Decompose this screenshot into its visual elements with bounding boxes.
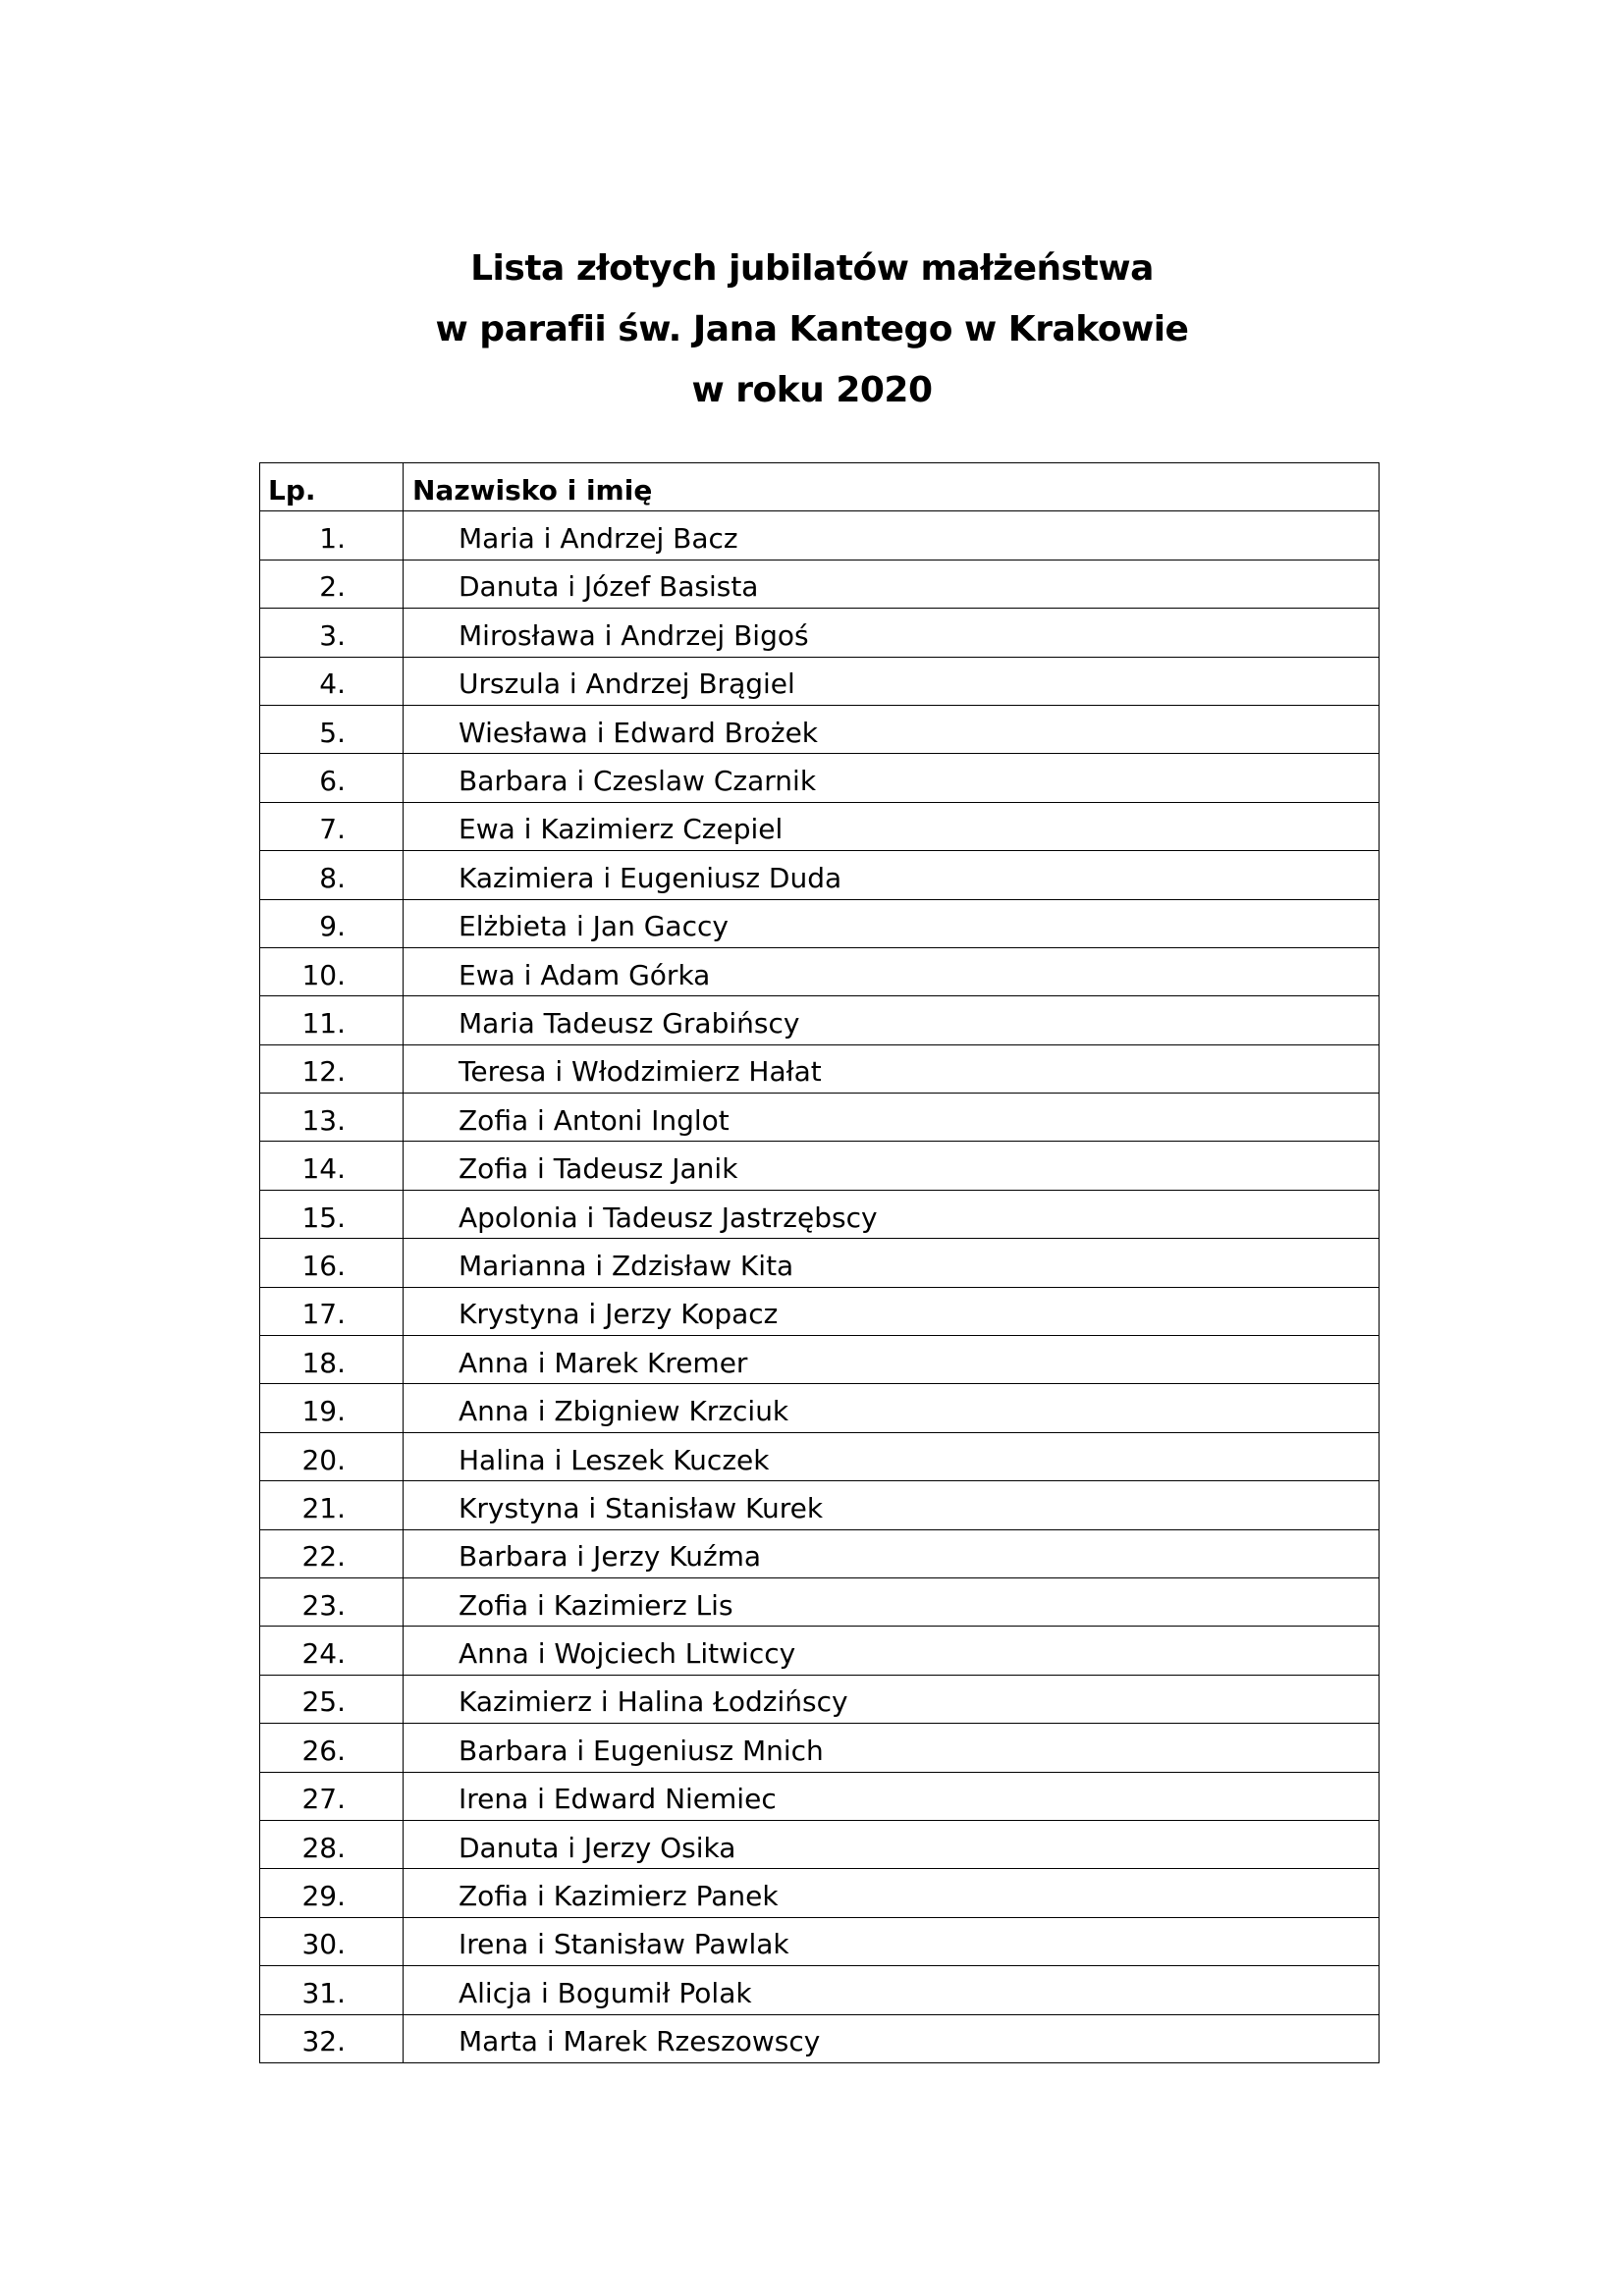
row-couple-name: Urszula i Andrzej Brągiel — [404, 657, 1380, 705]
table-row — [260, 1432, 1380, 1480]
document-title — [0, 239, 1624, 421]
table-row — [260, 899, 1380, 947]
table-row — [260, 511, 1380, 560]
row-number: 12. — [260, 1044, 404, 1093]
row-number: 20. — [260, 1432, 404, 1480]
row-couple-name: Mirosława i Andrzej Bigoś — [404, 609, 1380, 657]
row-number: 14. — [260, 1142, 404, 1190]
row-couple-name: Zofia i Kazimierz Lis — [404, 1577, 1380, 1626]
table-row — [260, 851, 1380, 899]
table-row — [260, 996, 1380, 1044]
title-line-3: w roku 2020 — [691, 370, 933, 410]
row-couple-name: Irena i Stanisław Pawlak — [404, 1917, 1380, 1965]
table-body — [260, 511, 1380, 2063]
table-row — [260, 1724, 1380, 1772]
table-row — [260, 947, 1380, 995]
row-couple-name: Anna i Wojciech Litwiccy — [404, 1627, 1380, 1675]
table-row — [260, 560, 1380, 608]
row-number: 29. — [260, 1869, 404, 1917]
row-couple-name: Apolonia i Tadeusz Jastrzębscy — [404, 1190, 1380, 1238]
row-couple-name: Wiesława i Edward Brożek — [404, 705, 1380, 753]
table-row — [260, 1627, 1380, 1675]
row-number: 7. — [260, 802, 404, 850]
row-couple-name: Elżbieta i Jan Gaccy — [404, 899, 1380, 947]
row-couple-name: Marta i Marek Rzeszowscy — [404, 2014, 1380, 2062]
row-couple-name: Alicja i Bogumił Polak — [404, 1966, 1380, 2014]
row-couple-name: Zofia i Antoni Inglot — [404, 1094, 1380, 1142]
row-number: 16. — [260, 1239, 404, 1287]
row-number: 23. — [260, 1577, 404, 1626]
row-couple-name: Anna i Marek Kremer — [404, 1336, 1380, 1384]
jubilees-table — [259, 462, 1380, 2063]
row-couple-name: Barbara i Eugeniusz Mnich — [404, 1724, 1380, 1772]
table-row — [260, 1384, 1380, 1432]
table-row — [260, 1239, 1380, 1287]
table-row — [260, 2014, 1380, 2062]
header-lp: Lp. — [260, 463, 404, 511]
row-couple-name: Ewa i Adam Górka — [404, 947, 1380, 995]
row-number: 8. — [260, 851, 404, 899]
row-couple-name: Maria i Andrzej Bacz — [404, 511, 1380, 560]
row-number: 31. — [260, 1966, 404, 2014]
table-row — [260, 705, 1380, 753]
table-row — [260, 1869, 1380, 1917]
table-row — [260, 1287, 1380, 1335]
table-row — [260, 1917, 1380, 1965]
row-number: 24. — [260, 1627, 404, 1675]
row-number: 6. — [260, 754, 404, 802]
table-row — [260, 609, 1380, 657]
row-number: 25. — [260, 1675, 404, 1723]
row-couple-name: Danuta i Józef Basista — [404, 560, 1380, 608]
row-couple-name: Zofia i Kazimierz Panek — [404, 1869, 1380, 1917]
row-number: 18. — [260, 1336, 404, 1384]
table-row — [260, 1577, 1380, 1626]
row-couple-name: Barbara i Czeslaw Czarnik — [404, 754, 1380, 802]
title-line-1: Lista złotych jubilatów małżeństwa — [470, 248, 1154, 289]
table-row — [260, 1142, 1380, 1190]
row-couple-name: Anna i Zbigniew Krzciuk — [404, 1384, 1380, 1432]
table-row — [260, 1044, 1380, 1093]
row-couple-name: Halina i Leszek Kuczek — [404, 1432, 1380, 1480]
row-number: 30. — [260, 1917, 404, 1965]
table-row — [260, 754, 1380, 802]
row-number: 10. — [260, 947, 404, 995]
table-row — [260, 1966, 1380, 2014]
row-couple-name: Teresa i Włodzimierz Hałat — [404, 1044, 1380, 1093]
table-row — [260, 1820, 1380, 1868]
table-row — [260, 1529, 1380, 1577]
table-row — [260, 1336, 1380, 1384]
row-number: 11. — [260, 996, 404, 1044]
row-number: 2. — [260, 560, 404, 608]
row-couple-name: Krystyna i Jerzy Kopacz — [404, 1287, 1380, 1335]
table-row — [260, 1190, 1380, 1238]
row-number: 15. — [260, 1190, 404, 1238]
row-couple-name: Irena i Edward Niemiec — [404, 1772, 1380, 1820]
row-number: 13. — [260, 1094, 404, 1142]
row-couple-name: Krystyna i Stanisław Kurek — [404, 1481, 1380, 1529]
table-row — [260, 802, 1380, 850]
table-row — [260, 1481, 1380, 1529]
row-number: 27. — [260, 1772, 404, 1820]
row-couple-name: Marianna i Zdzisław Kita — [404, 1239, 1380, 1287]
row-couple-name: Kazimiera i Eugeniusz Duda — [404, 851, 1380, 899]
row-couple-name: Maria Tadeusz Grabińscy — [404, 996, 1380, 1044]
row-couple-name: Kazimierz i Halina Łodzińscy — [404, 1675, 1380, 1723]
table-row — [260, 1675, 1380, 1723]
header-name: Nazwisko i imię — [404, 463, 1380, 511]
row-number: 9. — [260, 899, 404, 947]
row-couple-name: Danuta i Jerzy Osika — [404, 1820, 1380, 1868]
row-couple-name: Ewa i Kazimierz Czepiel — [404, 802, 1380, 850]
row-number: 26. — [260, 1724, 404, 1772]
row-number: 21. — [260, 1481, 404, 1529]
table-header-row — [260, 463, 1380, 511]
row-couple-name: Barbara i Jerzy Kuźma — [404, 1529, 1380, 1577]
row-number: 17. — [260, 1287, 404, 1335]
row-number: 3. — [260, 609, 404, 657]
table-row — [260, 1094, 1380, 1142]
row-number: 28. — [260, 1820, 404, 1868]
row-number: 1. — [260, 511, 404, 560]
row-number: 22. — [260, 1529, 404, 1577]
table-row — [260, 1772, 1380, 1820]
table-row — [260, 657, 1380, 705]
row-number: 5. — [260, 705, 404, 753]
row-number: 32. — [260, 2014, 404, 2062]
row-number: 19. — [260, 1384, 404, 1432]
row-couple-name: Zofia i Tadeusz Janik — [404, 1142, 1380, 1190]
row-number: 4. — [260, 657, 404, 705]
title-line-2: w parafii św. Jana Kantego w Krakowie — [435, 309, 1189, 349]
